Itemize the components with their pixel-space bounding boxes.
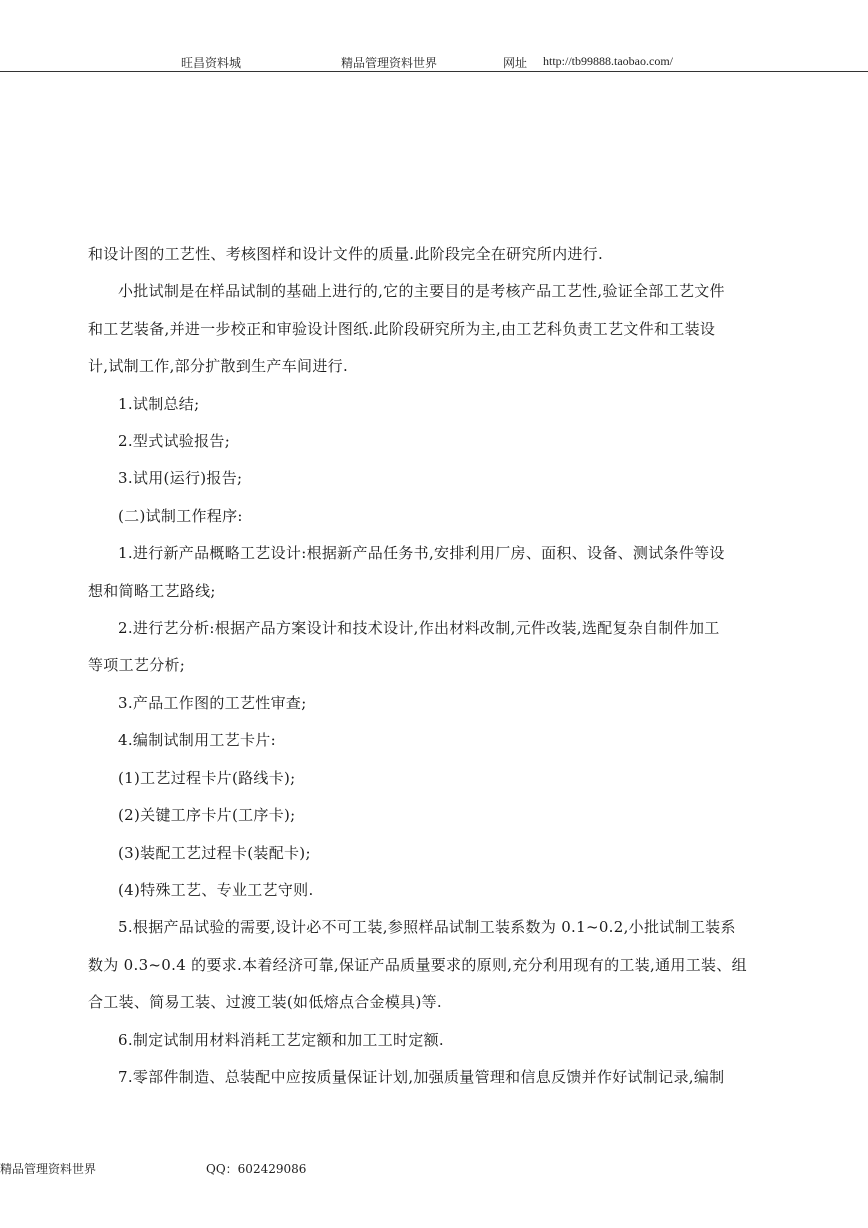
footer-qq-contact: QQ：602429086 bbox=[206, 1162, 307, 1176]
text-line: 2.进行艺分析:根据产品方案设计和技术设计,作出材料改制,元件改装,选配复杂自制件加工 bbox=[118, 619, 720, 638]
text-line: 想和简略工艺路线; bbox=[88, 581, 216, 600]
text-line: 3.产品工作图的工艺性审查; bbox=[118, 693, 307, 712]
text-line: 7.零部件制造、总装配中应按质量保证计划,加强质量管理和信息反馈并作好试制记录,编制 bbox=[118, 1067, 725, 1086]
text-line: (1)工艺过程卡片(路线卡); bbox=[118, 768, 296, 787]
text-line: 1.试制总结; bbox=[118, 394, 200, 413]
text-line: 2.型式试验报告; bbox=[118, 432, 231, 451]
header-url-label: 网址 bbox=[503, 56, 528, 70]
text-line: (4)特殊工艺、专业工艺守则. bbox=[118, 880, 314, 899]
text-line: 计,试制工作,部分扩散到生产车间进行. bbox=[88, 357, 349, 376]
footer-site-title: 精品管理资料世界 bbox=[0, 1162, 97, 1176]
page-header bbox=[0, 0, 868, 72]
text-line: 和设计图的工艺性、考核图样和设计文件的质量.此阶段完全在研究所内进行. bbox=[88, 245, 604, 263]
text-line: 数为 0.3~0.4 的要求.本着经济可靠,保证产品质量要求的原则,充分利用现有的工装,通用工装、组 bbox=[88, 955, 747, 974]
text-line: 4.编制试制用工艺卡片: bbox=[118, 731, 276, 750]
text-line: 合工装、简易工装、过渡工装(如低熔点合金模具)等. bbox=[88, 993, 442, 1012]
text-line: 3.试用(运行)报告; bbox=[118, 469, 243, 488]
text-line: 等项工艺分析; bbox=[88, 656, 186, 675]
page-footer bbox=[0, 1158, 868, 1178]
text-line: 6.制定试制用材料消耗工艺定额和加工工时定额. bbox=[118, 1030, 444, 1049]
text-line: 1.进行新产品概略工艺设计:根据新产品任务书,安排利用厂房、面积、设备、测试条件等设 bbox=[118, 544, 725, 563]
header-store-name: 旺昌资料城 bbox=[181, 56, 242, 70]
text-line: (二)试制工作程序: bbox=[118, 506, 243, 525]
text-line: 和工艺装备,并进一步校正和审验设计图纸.此阶段研究所为主,由工艺科负责工艺文件和工装设 bbox=[88, 319, 716, 338]
document-body bbox=[88, 236, 768, 1096]
header-url-link[interactable]: http://tb99888.taobao.com/ bbox=[543, 54, 673, 68]
text-line: 5.根据产品试验的需要,设计必不可工装,参照样品试制工装系数为 0.1~0.2,小批试制工装系 bbox=[118, 918, 736, 937]
text-line: 小批试制是在样品试制的基础上进行的,它的主要目的是考核产品工艺性,验证全部工艺文件 bbox=[118, 282, 725, 301]
text-line: (2)关键工序卡片(工序卡); bbox=[118, 806, 296, 825]
text-line: (3)装配工艺过程卡(装配卡); bbox=[118, 843, 311, 862]
header-site-title: 精品管理资料世界 bbox=[341, 56, 438, 70]
